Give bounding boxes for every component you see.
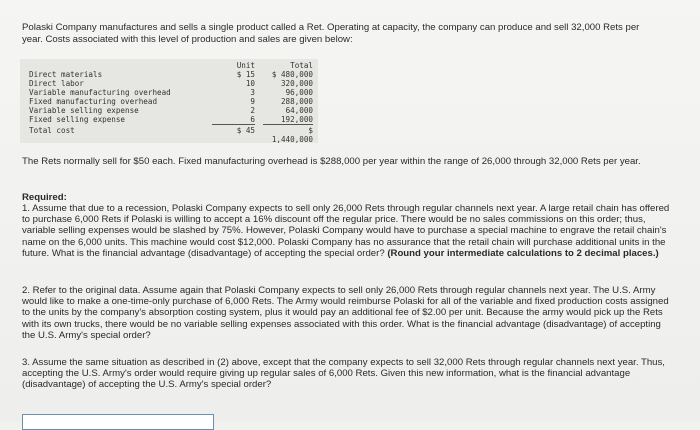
selling-price-paragraph: The Rets normally sell for $50 each. Fixed manufacturing overhead is $288,000 per year within the range of 26,000 through 32,000 Rets per year.	[22, 156, 641, 167]
row-label: Direct materials	[29, 70, 103, 79]
row-unit: $ 15	[236, 70, 255, 79]
row-label: Fixed selling expense	[29, 115, 126, 124]
row-unit: 2	[250, 106, 255, 115]
question-2: 2. Refer to the original data. Assume again that Polaski Company expects to sell only 26,000 Rets through regular channels next year. The U.S. Army would like to make a one-time-only purchase of 6,000 Rets. The Army would reimburse Polaski for all of the variable and fixed production costs assigned to the units by the company's absorption costing system, plus it would pay an additional fee of $2.00 per unit. Because the army would pick up the Rets with its own trucks, there would be no variable selling expenses associated with this order. What is the financial advantage (disadvantage) of accepting the U.S. Army's special order?	[22, 285, 669, 341]
row-total: 288,000	[280, 97, 313, 106]
row-unit: 9	[250, 97, 255, 106]
total-label: Total cost	[29, 126, 75, 135]
row-total: 320,000	[280, 79, 313, 88]
question-1	[22, 203, 672, 259]
question-1-instruction: (Round your intermediate calculations to 2 decimal places.)	[387, 247, 659, 259]
row-total: 96,000	[285, 88, 313, 97]
row-total: 192,000	[263, 115, 313, 125]
table-total-row	[20, 126, 318, 144]
row-label: Variable selling expense	[29, 106, 139, 115]
question-3: 3. Assume the same situation as described in (2) above, except that the company expects to sell 32,000 Rets through regular channels next year. Thus, accepting the U.S. Army's order would require giving up regular sales of 6,000 Rets. Given this new information, what is the financial advantage (disadvantage) of accepting the U.S. Army's special order?	[22, 357, 665, 391]
unit-header: Unit	[236, 61, 255, 70]
row-total: $ 480,000	[271, 70, 313, 79]
row-unit: 6	[212, 115, 255, 125]
row-unit: 3	[250, 88, 255, 97]
table-row	[20, 115, 318, 124]
row-unit: 10	[245, 79, 255, 88]
row-label: Fixed manufacturing overhead	[29, 97, 158, 106]
row-total: 64,000	[285, 106, 313, 115]
row-label: Direct labor	[29, 79, 84, 88]
row-label: Variable manufacturing overhead	[29, 88, 171, 97]
question-1-text: 1. Assume that due to a recession, Polaski Company expects to sell only 26,000 Rets through regular channels next year. A large retail chain has offered to purchase 6,000 Rets if Polaski is willing to accept a 16% discount off the regular price. There would be no sales commissions on this order; thus, variable selling expenses would be slashed by 75%. However, Polaski Company would have to purchase a special machine to engrave the retail chain's name on the 6,000 units. This machine would cost $12,000. Polaski Company has no assurance that the retail chain will purchase additional units in the future. What is the financial advantage (disadvantage) of accepting the special order?	[22, 203, 670, 259]
required-heading: Required:	[22, 192, 67, 203]
table-row	[20, 106, 318, 115]
table-row	[20, 97, 318, 106]
table-row	[20, 88, 318, 97]
table-header-row	[20, 61, 318, 70]
table-row	[20, 79, 318, 88]
total-amount: $ 1,440,000	[271, 126, 313, 144]
answer-input[interactable]	[22, 414, 214, 430]
total-header: Total	[290, 61, 313, 70]
cost-table	[20, 59, 318, 143]
total-unit: $ 45	[236, 126, 255, 135]
table-row	[20, 70, 318, 79]
intro-paragraph: Polaski Company manufactures and sells a single product called a Ret. Operating at capacity, the company can produce and sell 32,000 Rets per year. Costs associated with this level of production and sales are given below:	[22, 22, 640, 46]
